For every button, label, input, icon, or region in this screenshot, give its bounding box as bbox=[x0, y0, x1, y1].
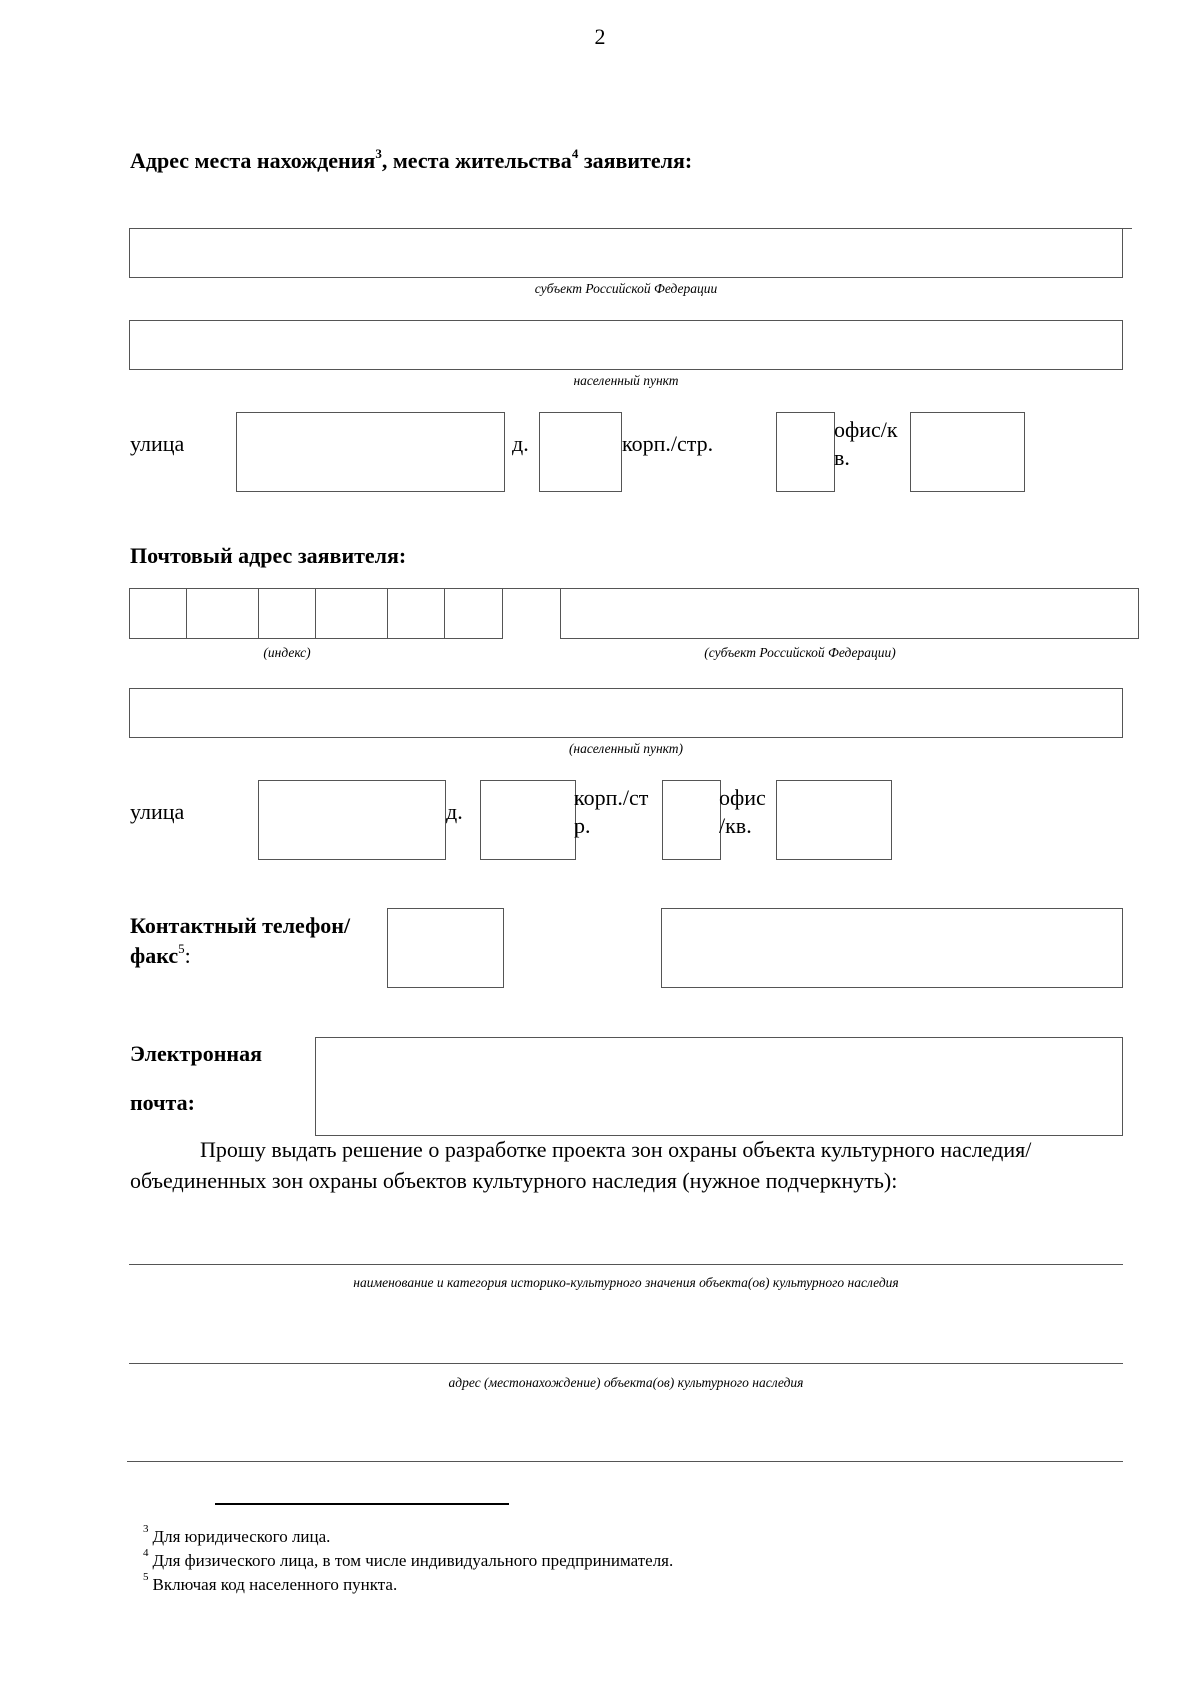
postal-office-field[interactable] bbox=[776, 780, 892, 860]
phone-field[interactable] bbox=[387, 908, 504, 988]
postal-street-label: улица bbox=[130, 799, 185, 824]
subject-field[interactable] bbox=[129, 228, 1123, 278]
request-line1: Прошу выдать решение о разработке проекта зон охраны объекта культурного наследия/ bbox=[200, 1137, 1032, 1162]
footnote-4 bbox=[143, 1547, 674, 1572]
contact-colon: : bbox=[184, 943, 191, 968]
settlement-field[interactable] bbox=[129, 320, 1123, 370]
footnote-3 bbox=[143, 1523, 331, 1548]
contact-label bbox=[130, 911, 350, 971]
address-title-part1: Адрес места нахождения bbox=[130, 148, 376, 173]
footnote-ref-3: 3 bbox=[375, 145, 382, 161]
address-section-title bbox=[130, 147, 692, 175]
postal-subject-caption: (субъект Российской Федерации) bbox=[704, 645, 896, 660]
footnote-separator bbox=[215, 1503, 509, 1505]
contact-label-line2: факс bbox=[130, 943, 179, 968]
office-label-line1: офис/к bbox=[834, 417, 898, 442]
building-field[interactable] bbox=[776, 412, 835, 492]
footnote-ref-4: 4 bbox=[571, 145, 579, 161]
postal-building-label-line1: корп./ст bbox=[574, 785, 649, 810]
address-title-part2: , места жительства bbox=[381, 148, 572, 173]
footnote-5 bbox=[143, 1571, 398, 1596]
object-name-line[interactable] bbox=[129, 1264, 1123, 1265]
postal-building-label bbox=[574, 784, 648, 840]
index-cell-3[interactable] bbox=[258, 588, 316, 639]
address-title-part3: заявителя: bbox=[578, 148, 693, 173]
index-cell-1[interactable] bbox=[129, 588, 187, 639]
office-label-line2: в. bbox=[834, 445, 850, 470]
office-label bbox=[834, 416, 898, 472]
index-cell-2[interactable] bbox=[186, 588, 259, 639]
footnote-3-number: 3 bbox=[143, 1523, 149, 1536]
postal-building-label-line2: р. bbox=[574, 813, 591, 838]
email-label-line1: Электронная bbox=[130, 1041, 262, 1066]
index-cell-6[interactable] bbox=[444, 588, 503, 639]
index-top-extension bbox=[502, 588, 561, 589]
email-label-line2: почта: bbox=[130, 1090, 195, 1115]
index-cell-5[interactable] bbox=[387, 588, 445, 639]
footnote-ref-5: 5 bbox=[178, 940, 185, 956]
footnote-5-number: 5 bbox=[143, 1571, 149, 1584]
index-caption: (индекс) bbox=[263, 645, 311, 660]
postal-subject-field[interactable] bbox=[560, 588, 1139, 639]
postal-settlement-caption: (населенный пункт) bbox=[568, 741, 684, 756]
footnote-3-text: Для юридического лица. bbox=[152, 1527, 331, 1546]
footnote-5-text: Включая код населенного пункта. bbox=[152, 1575, 398, 1594]
postal-office-label bbox=[719, 784, 766, 840]
subject-caption: субъект Российской Федерации bbox=[534, 281, 718, 296]
subject-field-top-extension bbox=[1122, 228, 1132, 229]
footnote-4-number: 4 bbox=[143, 1547, 149, 1560]
page-number: 2 bbox=[594, 24, 606, 49]
street-label: улица bbox=[130, 431, 185, 456]
index-cell-4[interactable] bbox=[315, 588, 388, 639]
email-field[interactable] bbox=[315, 1037, 1123, 1136]
postal-settlement-field[interactable] bbox=[129, 688, 1123, 738]
postal-house-label: д. bbox=[446, 799, 463, 824]
settlement-caption: населенный пункт bbox=[573, 373, 679, 388]
house-label: д. bbox=[512, 431, 529, 456]
house-field[interactable] bbox=[539, 412, 622, 492]
building-label: корп./стр. bbox=[622, 431, 714, 456]
street-field[interactable] bbox=[236, 412, 505, 492]
object-name-caption: наименование и категория историко-культурного значения объекта(ов) культурного наследия bbox=[353, 1275, 899, 1290]
object-address-caption: адрес (местонахождение) объекта(ов) культурного наследия bbox=[448, 1375, 804, 1390]
postal-address-title: Почтовый адрес заявителя: bbox=[130, 543, 407, 568]
postal-street-field[interactable] bbox=[258, 780, 446, 860]
extra-blank-line[interactable] bbox=[127, 1461, 1123, 1462]
contact-label-line1: Контактный телефон/ bbox=[130, 913, 351, 938]
office-field[interactable] bbox=[910, 412, 1025, 492]
postal-office-label-line1: офис bbox=[719, 785, 766, 810]
footnote-4-text: Для физического лица, в том числе индивидуального предпринимателя. bbox=[152, 1551, 674, 1570]
fax-field[interactable] bbox=[661, 908, 1123, 988]
request-line2: объединенных зон охраны объектов культурного наследия (нужное подчеркнуть): bbox=[130, 1168, 898, 1193]
postal-house-field[interactable] bbox=[480, 780, 576, 860]
postal-building-field[interactable] bbox=[662, 780, 721, 860]
object-address-line[interactable] bbox=[129, 1363, 1123, 1364]
postal-office-label-line2: /кв. bbox=[719, 813, 752, 838]
